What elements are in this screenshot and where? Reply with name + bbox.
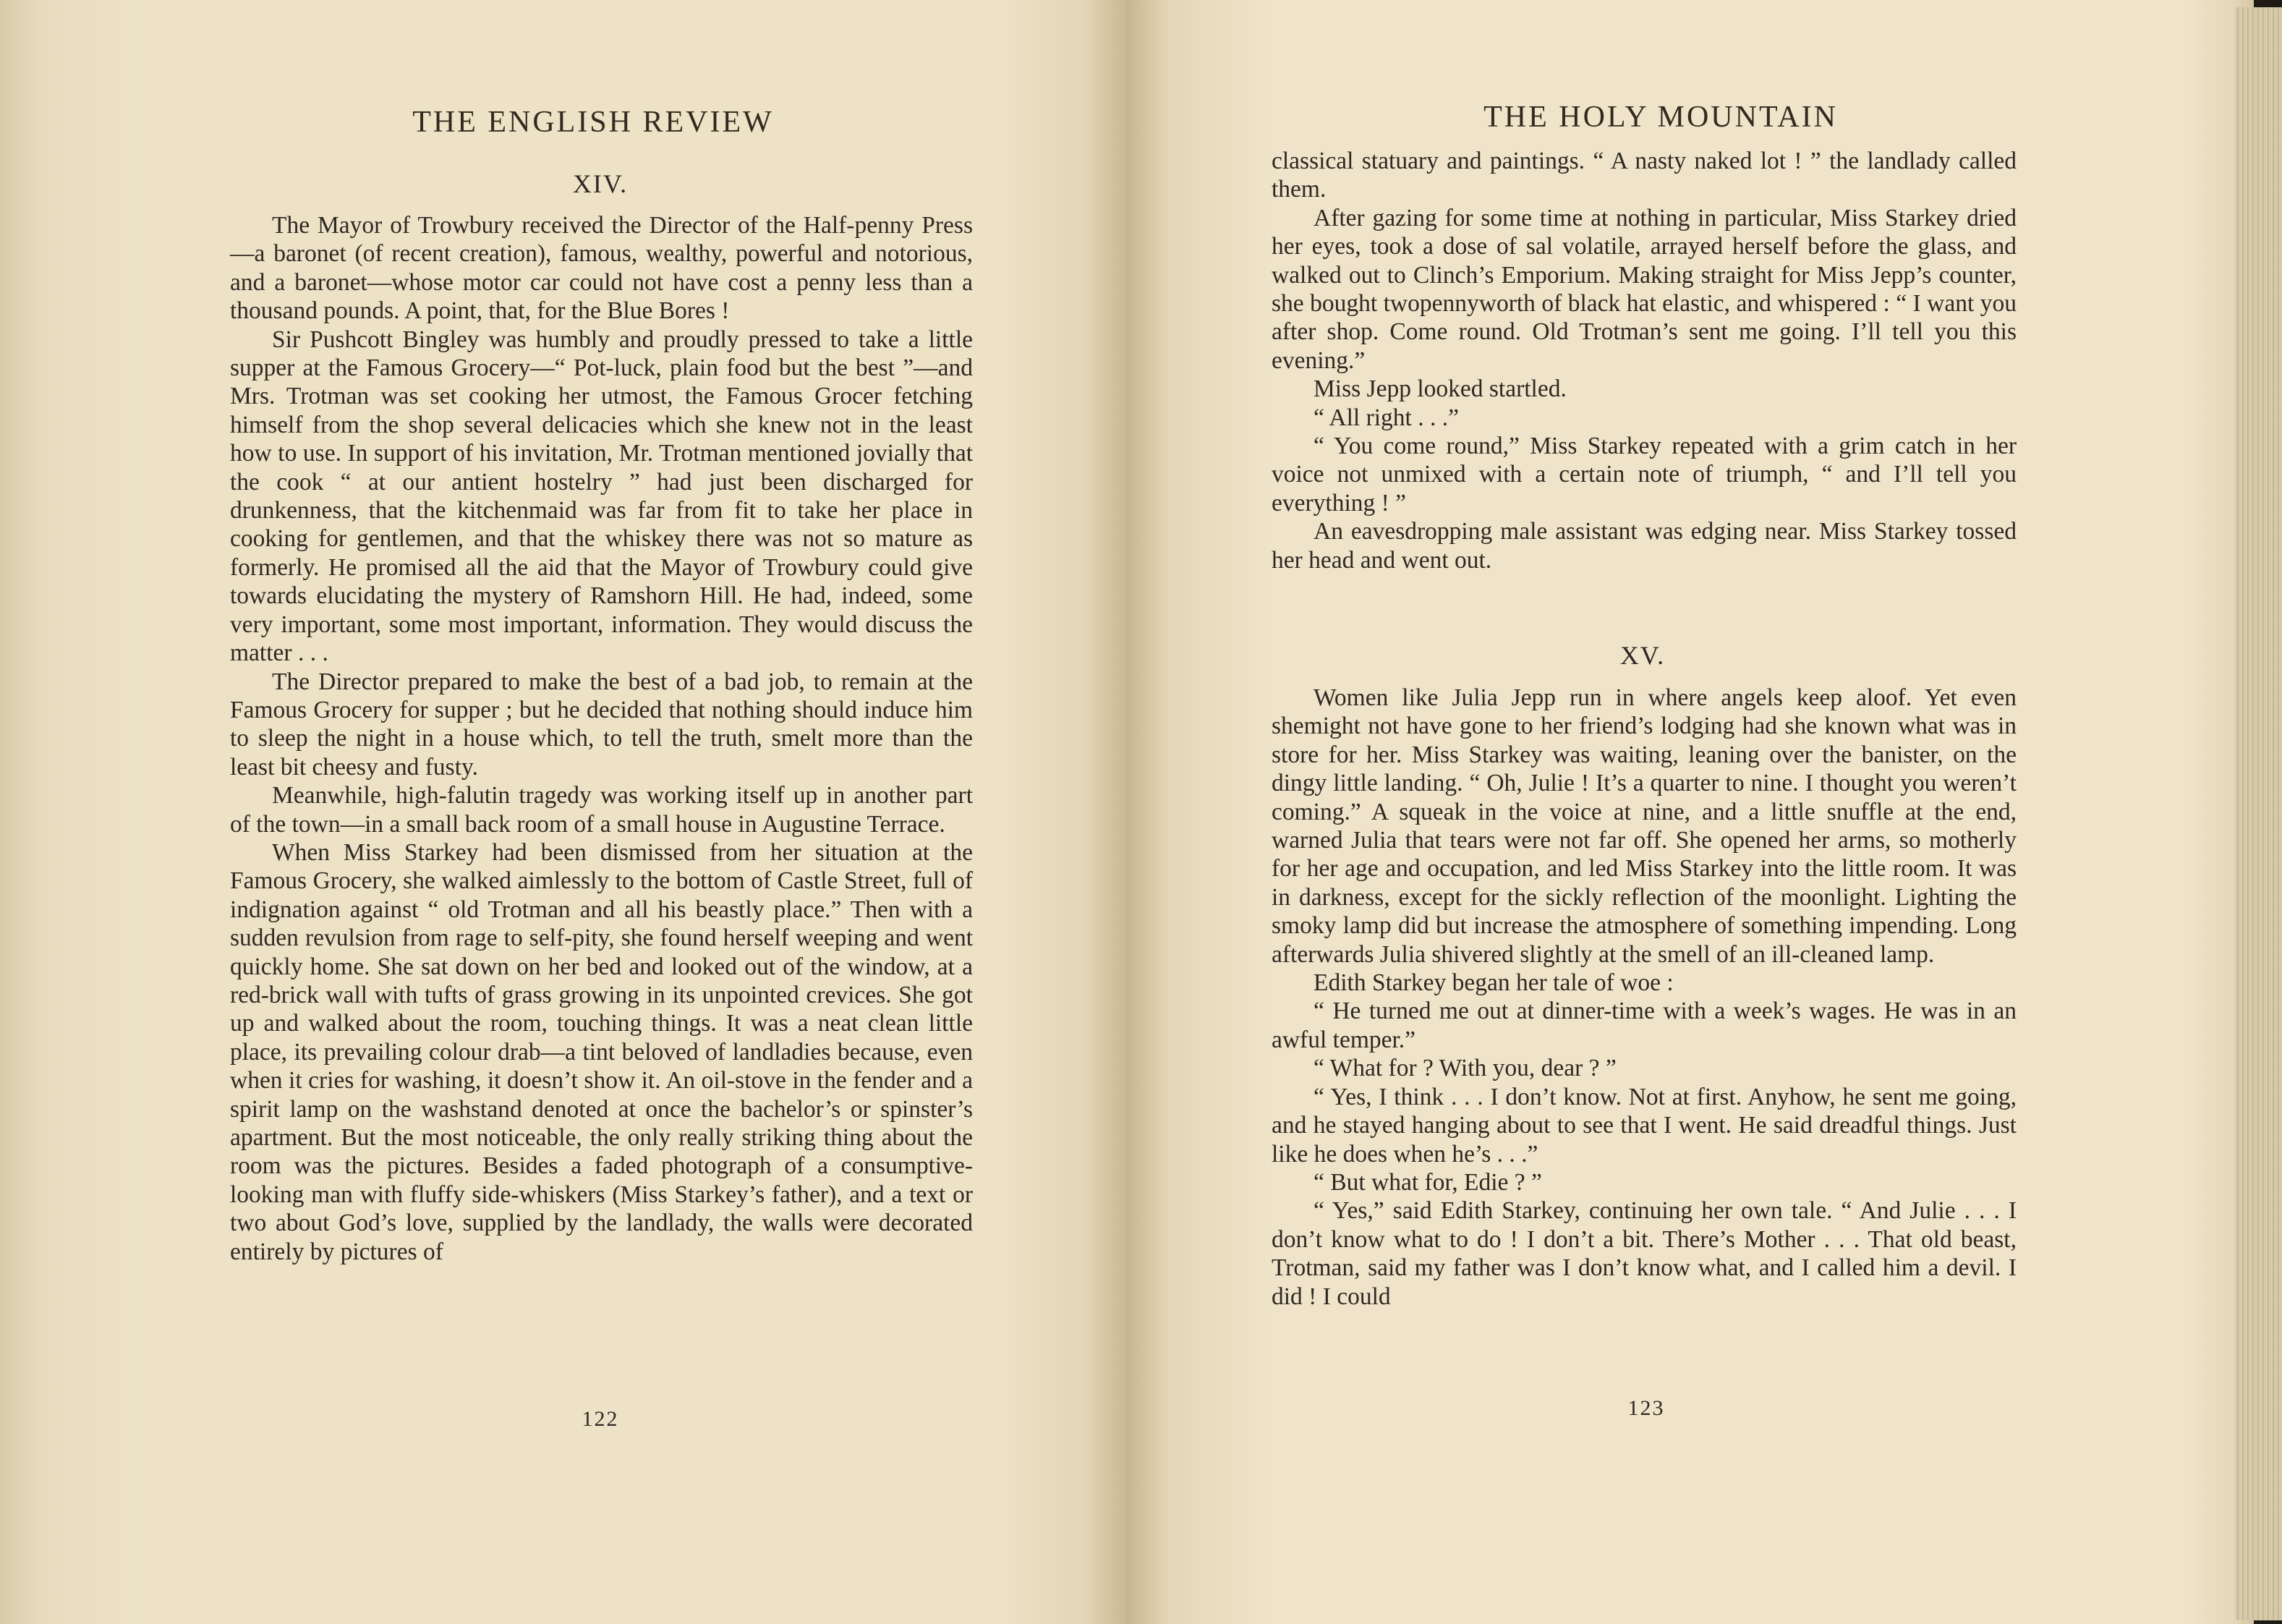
book-fore-edge	[2235, 7, 2282, 1620]
paragraph: An eavesdropping male assistant was edging near. Miss Starkey tossed her head and went out.	[1272, 518, 2017, 574]
running-head-left: THE ENGLISH REVIEW	[412, 106, 774, 139]
paragraph: “ Yes, I think . . . I don’t know. Not at first. Anyhow, he sent me going, and he stayed hanging about to see that I went. He said dreadful things. Just like he does when he’s . . .”	[1272, 1083, 2017, 1168]
chapter-heading-xv: XV.	[1619, 641, 1666, 670]
paragraph: Women like Julia Jepp run in where angels keep aloof. Yet even shemight not have gone to her friend’s lodging had she known what was in store for her. Miss Starkey was waiting, leaning over the banister, on the dingy little landing. “ Oh, Julie ! It’s a quarter to nine. I thought you weren’t coming.” A squeak in the voice at nine, and a little snuffle at the end, warned Julia that tears were not far off. She opened her arms, so motherly for her age and occupation, and led Miss Starkey into the little room. It was in darkness, except for the sickly reflection of the moonlight. Lighting the smoky lamp did but increase the atmosphere of something impending. Long afterwards Julia shivered slightly at the smell of an ill-cleaned lamp.	[1272, 684, 2017, 968]
paragraph: When Miss Starkey had been dismissed from her situation at the Famous Grocery, she walked aimlessly to the bottom of Castle Street, full of indignation against “ old Trotman and all his beastly place.” Then with a sudden revulsion from rage to self-pity, she found herself weeping and went quickly home. She sat down on her bed and looked out of the window, at a red-brick wall with tufts of grass growing in its unpointed crevices. She got up and walked about the room, touching things. It was a neat clean little place, its prevailing colour drab—a tint beloved of landladies because, even when it cries for washing, it doesn’t show it. An oil-stove in the fender and a spirit lamp on the washstand denoted at once the bachelor’s or spinster’s apartment. But the most noticeable, the only really striking thing about the room was the pictures. Besides a faded photograph of a consumptive-looking man with fluffy side-whiskers (Miss Starkey’s father), and a text or two about God’s love, supplied by the landlady, the walls were decorated entirely by pictures of	[230, 838, 973, 1265]
paragraph: Meanwhile, high-falutin tragedy was working itself up in another part of the town—in a small back room of a small house in Augustine Terrace.	[230, 782, 973, 838]
paragraph: The Mayor of Trowbury received the Director of the Half-penny Press—a baronet (of recent creation), famous, wealthy, powerful and notorious, and a baronet—whose motor car could not have cost a penny less than a thousand pounds. A point, that, for the Blue Bores !	[230, 212, 973, 325]
right-text-column-bottom	[1272, 684, 2017, 1311]
paragraph: Miss Jepp looked startled.	[1314, 375, 1567, 403]
left-page	[0, 0, 1125, 1624]
right-page	[1125, 0, 2254, 1624]
paragraph: Sir Pushcott Bingley was humbly and proudly pressed to take a little supper at the Famous Grocery—“ Pot-luck, plain food but the best ”—and Mrs. Trotman was set cooking her utmost, the Famous Grocer fetching himself from the shop several delicacies which she knew not in the least how to use. In support of his invitation, Mr. Trotman mentioned jovially that the cook “ at our antient hostelry ” had just been discharged for drunkenness, that the kitchenmaid was far from fit to take her place in cooking for gentlemen, and that the whiskey there was not so mature as formerly. He promised all the aid that the Mayor of Trowbury could give towards elucidating the mystery of Ramshorn Hill. He had, indeed, some very important, some most important, information. They would discuss the matter . . .	[230, 326, 973, 667]
paragraph: classical statuary and paintings. “ A nasty naked lot ! ” the landlady called them.	[1272, 148, 2017, 203]
paragraph: “ He turned me out at dinner-time with a week’s wages. He was in an awful temper.”	[1272, 998, 2017, 1053]
page-number-right: 123	[1627, 1396, 1665, 1420]
paragraph: Edith Starkey began her tale of woe :	[1314, 969, 1674, 997]
paragraph: The Director prepared to make the best of a bad job, to remain at the Famous Grocery for supper ; but he decided that nothing should induce him to sleep the night in a house which, to tell the truth, smelt more than the least bit cheesy and fusty.	[230, 668, 973, 781]
paragraph: “ You come round,” Miss Starkey repeated with a grim catch in her voice not unmixed with a certain note of triumph, “ and I’ll tell you everything ! ”	[1272, 433, 2017, 516]
running-head-right: THE HOLY MOUNTAIN	[1483, 101, 1838, 134]
page-number-left: 122	[582, 1407, 619, 1431]
paragraph: “ But what for, Edie ? ”	[1314, 1168, 1542, 1196]
paragraph: “ What for ? With you, dear ? ”	[1314, 1055, 1617, 1082]
paragraph: After gazing for some time at nothing in particular, Miss Starkey dried her eyes, took a dose of sal volatile, arrayed herself before the glass, and walked out to Clinch’s Emporium. Making straight for Miss Jepp’s counter, she bought twopennyworth of black hat elastic, and whispered : “ I want you after shop. Come round. Old Trotman’s sent me going. I’ll tell you this evening.”	[1272, 204, 2017, 374]
paragraph: “ Yes,” said Edith Starkey, continuing her own tale. “ And Julie . . . I don’t know what to do ! I don’t a bit. There’s Mother . . . That old beast, Trotman, said my father was I don’t know what, and I called him a devil. I did ! I could	[1272, 1197, 2017, 1310]
paragraph: “ All right . . .”	[1314, 404, 1459, 431]
left-text-column	[230, 211, 973, 1266]
chapter-heading-xiv: XIV.	[572, 169, 629, 198]
right-text-column-top	[1272, 147, 2017, 574]
